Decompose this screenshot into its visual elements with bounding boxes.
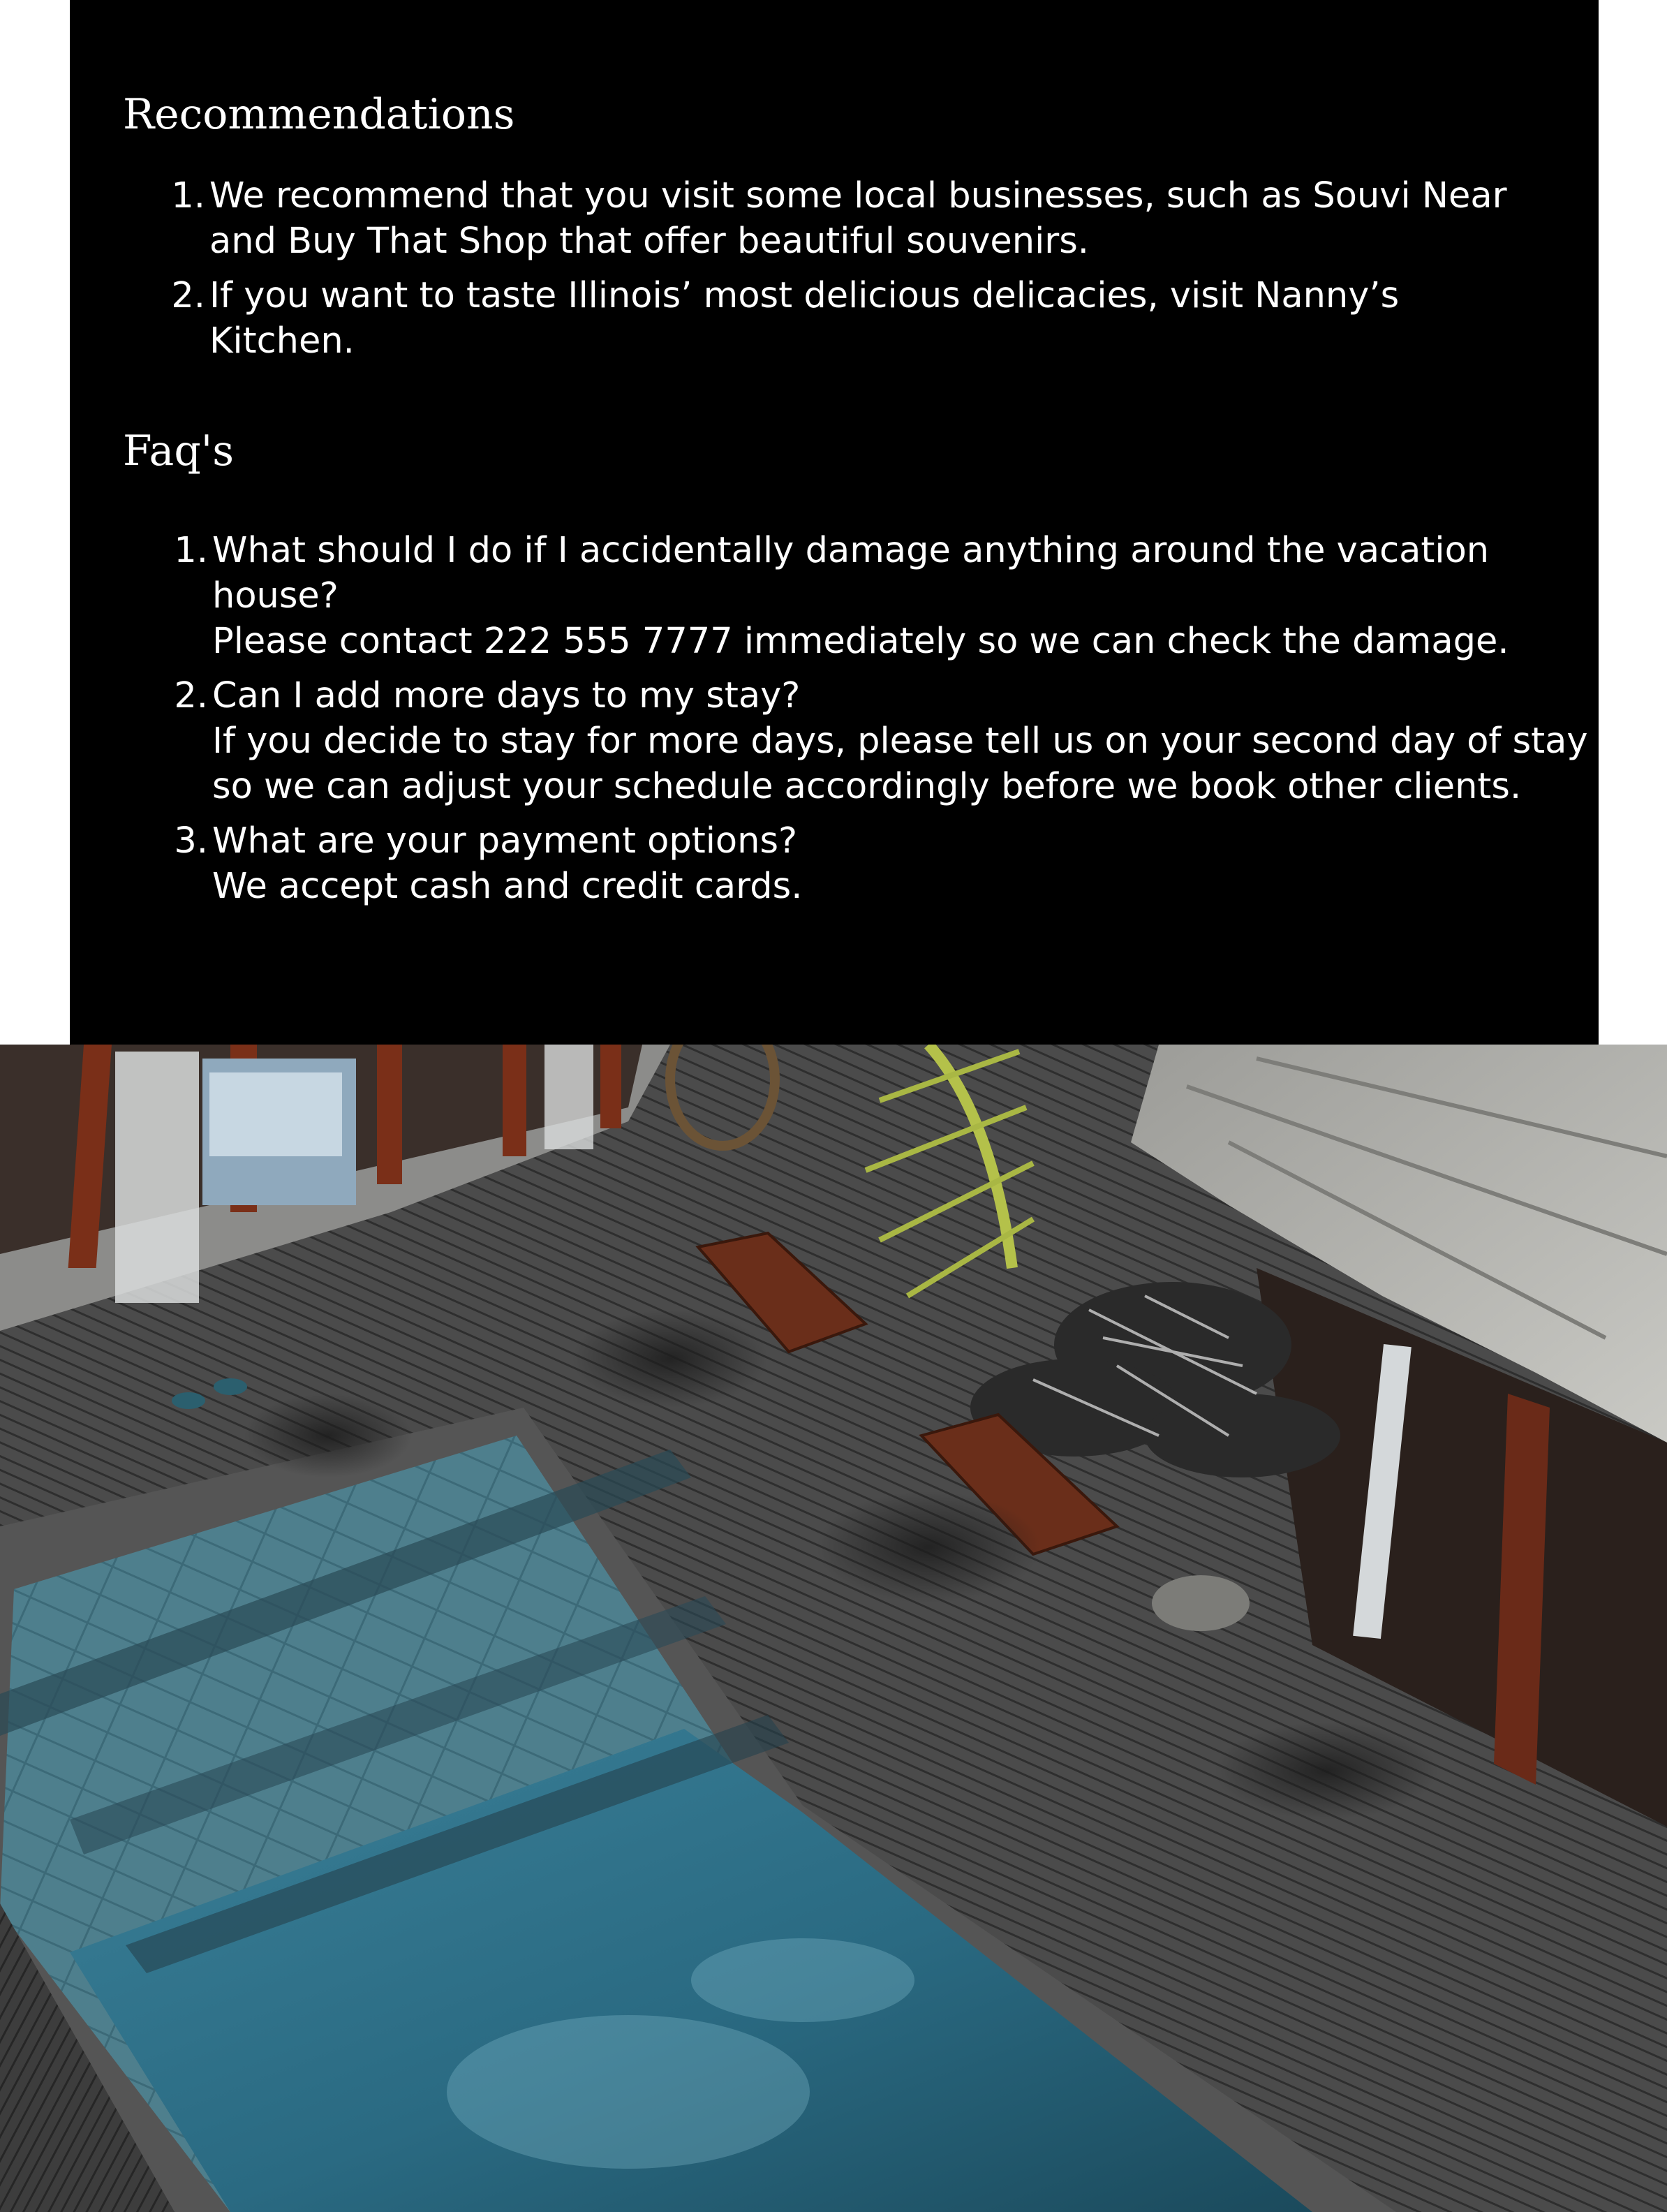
faq-item — [148, 673, 1600, 809]
faq-list — [148, 528, 1600, 918]
faq-heading: Faq's — [123, 427, 235, 475]
faq-answer: If you decide to stay for more days, please tell us on your second day of stay so we can adjust your schedule accordingly before we book other clients. — [212, 721, 1588, 807]
list-item — [145, 173, 1541, 264]
faq-question: Can I add more days to my stay? — [212, 675, 801, 716]
item-number: 2. — [174, 675, 208, 716]
faq-item — [148, 528, 1600, 664]
item-number: 1. — [174, 530, 208, 571]
faq-answer: Please contact 222 555 7777 immediately so we can check the damage. — [212, 621, 1509, 662]
item-number: 3. — [174, 820, 208, 862]
recommendations-list — [145, 173, 1541, 373]
recommendations-heading: Recommendations — [123, 90, 515, 139]
faq-question: What are your payment options? — [212, 820, 798, 862]
pool-deck-photo — [0, 1045, 1667, 2212]
item-text: If you want to taste Illinois’ most delicious delicacies, visit Nanny’s Kitchen. — [209, 275, 1400, 362]
list-item — [145, 273, 1541, 364]
faq-item — [148, 818, 1600, 909]
item-number: 2. — [171, 275, 205, 316]
item-text: We recommend that you visit some local businesses, such as Souvi Near and Buy That Shop that offer beautiful souvenirs. — [209, 175, 1507, 262]
item-number: 1. — [171, 175, 205, 216]
faq-answer: We accept cash and credit cards. — [212, 866, 803, 907]
info-panel — [70, 0, 1599, 1045]
faq-question: What should I do if I accidentally damage anything around the vacation house? — [212, 530, 1490, 617]
